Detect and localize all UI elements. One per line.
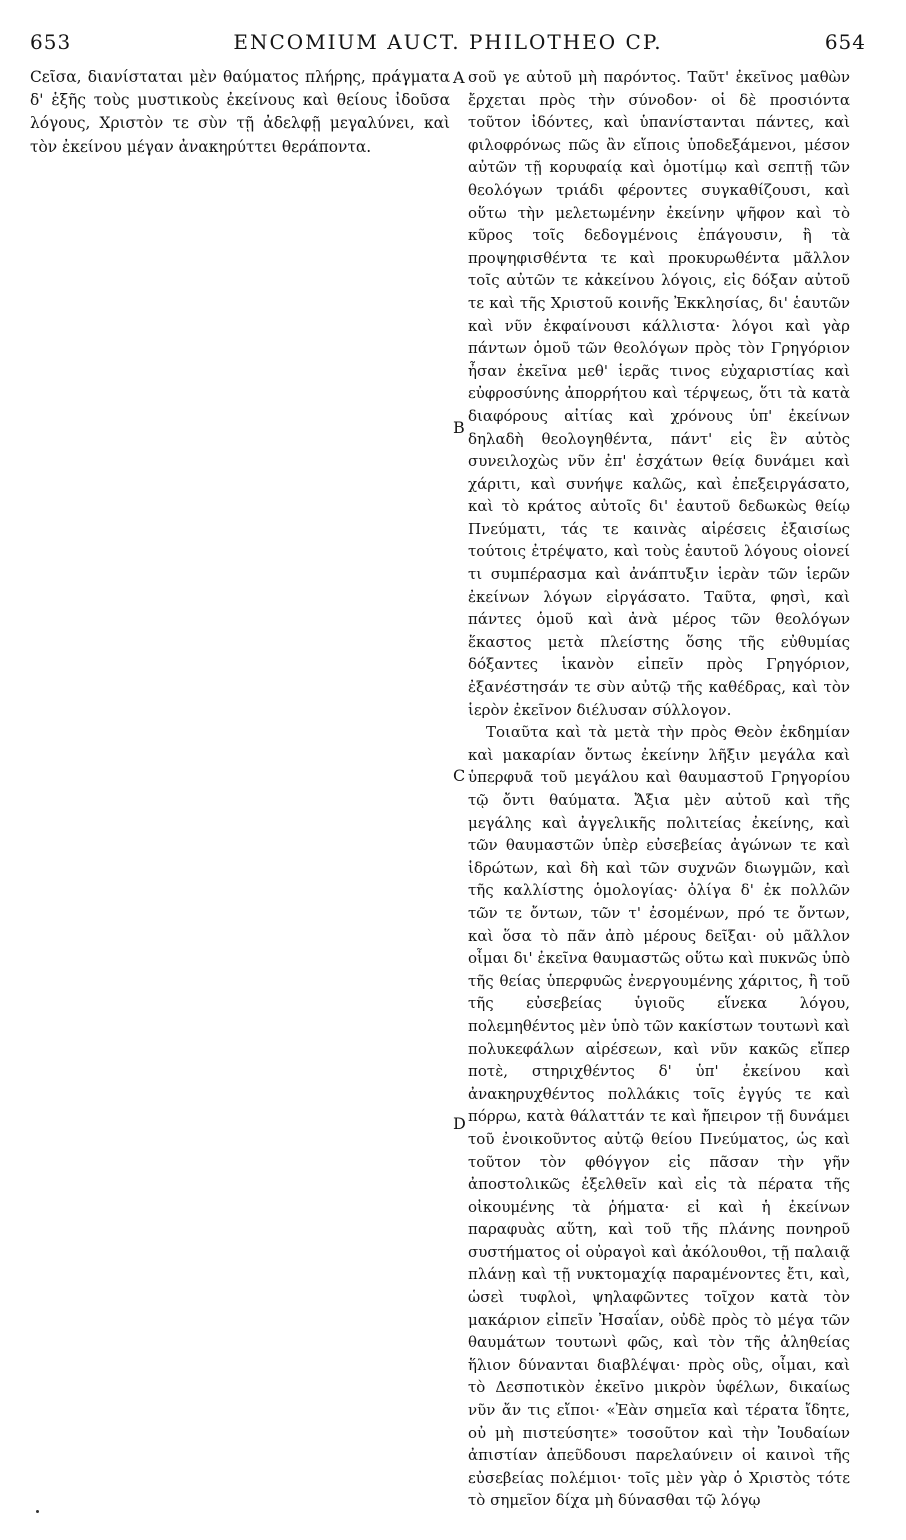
right-paragraph-2: Τοιαῦτα καὶ τὰ μετὰ τὴν πρὸς Θεὸν ἐκδημίαν καὶ μακαρίαν ὄντως ἐκείνην λῆξιν μεγάλα καὶ ὑπερφυᾶ τοῦ μεγάλου καὶ θαυμαστοῦ Γρηγορίου τῷ ὄντι θαύματα. Ἄξια μὲν αὐτοῦ καὶ τῆς μεγάλης καὶ ἀγγελικῆς πολιτείας ἐκείνης, καὶ τῶν θαυμαστῶν ὑπὲρ εὐσεβείας ἀγώνων τε καὶ ἱδρώτων, καὶ δὴ καὶ τῶν συχνῶν διωγμῶν, καὶ τῆς καλλίστης ὁμολογίας· ὀλίγα δ' ἐκ πολλῶν τῶν τε ὄντων, τῶν τ' ἐσομένων, πρό τε ὄντων, καὶ ὅσα τὸ πᾶν ἀπὸ μέρους δεῖξαι· οὐ μᾶλλον οἶμαι δι' ἐκεῖνα θαυμαστῶς οὕτω καὶ πυκνῶς ὑπὸ τῆς θείας ὑπερφυῶς ἐνεργουμένης χάριτος, ἢ τοῦ τῆς εὐσεβείας ὑγιοῦς εἵνεκα λόγου, πολεμηθέντος μὲν ὑπὸ τῶν κακίστων τουτωνὶ καὶ πολυκεφάλων αἱρέσεων, καὶ νῦν κακῶς εἴπερ ποτὲ, στηριχθέντος δ' ὑπ' ἐκείνου καὶ ἀνακηρυχθέντος πολλάκις τοῖς ἐγγύς τε καὶ πόρρω, κατὰ θάλαττάν τε καὶ ἤπειρον τῇ δυνάμει τοῦ ἐνοικοῦντος αὐτῷ θείου Πνεύματος, ὡς καὶ τοῦτον τὸν φθόγγον εἰς πᾶσαν τὴν γῆν ἀποστολικῶς ἐξελθεῖν καὶ εἰς τὰ πέρατα τῆς οἰκουμένης τὰ ῥήματα· εἰ καὶ ἡ ἐκείνων παραφυὰς αὕτη, καὶ τοῦ τῆς πλάνης πονηροῦ συστήματος οἱ οὐραγοὶ καὶ ἀκόλουθοι, τῇ παλαιᾷ πλάνῃ καὶ τῇ νυκτομαχίᾳ παραμένοντες ἔτι, καὶ, ὡσεὶ τυφλοὶ, ψηλαφῶντες τοῖχον κατὰ τὸν μακάριον εἰπεῖν Ἠσαΐαν, οὐδὲ πρὸς τὸ μέγα τῶν θαυμάτων τουτωνὶ φῶς, καὶ τὸν τῆς ἀληθείας ἥλιον δύνανται διαβλέψαι· πρὸς οὓς, οἶμαι, καὶ τὸ Δεσποτικὸν ἐκεῖνο μικρὸν ὑφέλων, δικαίως νῦν ἄν τις εἴποι· «Ἐὰν σημεῖα καὶ τέρατα ἴδητε, οὐ μὴ πιστεύσητε» τοσοῦτον καὶ τὴν Ἰουδαίων ἀπιστίαν ἀπεῦδουσι παρελαύνειν οἱ καινοὶ τῆς εὐσεβείας πολέμιοι· τοῖς μὲν γὰρ ὁ Χριστὸς τότε τὸ σημεῖον δίχα μὴ δύνασθαι τῷ λόγῳ — [468, 723, 850, 1510]
left-paragraph-1: Cεῖσα, διανίσταται μὲν θαύματος πλήρης, πράγματα δ' ἑξῆς τοὺς μυστικοὺς ἐκείνους καὶ θείους ἰδοῦσα λόγους, Χριστὸν τε σὺν τῇ ἀδελφῇ μεγαλύνει, καὶ τὸν ἐκείνου μέγαν ἀνακηρύττει θεράποντα. — [30, 68, 450, 156]
section-marker-b: B — [453, 418, 465, 437]
section-marker-a: A — [453, 68, 465, 87]
section-marker-c: C — [453, 766, 466, 785]
print-speck — [36, 1510, 39, 1513]
page-number-right: 654 — [824, 30, 866, 54]
section-marker-d: D — [453, 1114, 466, 1133]
right-column — [468, 66, 850, 1512]
page-number-left: 653 — [30, 30, 72, 54]
running-header — [30, 30, 866, 54]
right-paragraph-1: σοῦ γε αὐτοῦ μὴ παρόντος. Ταῦτ' ἐκεῖνος μαθὼν ἔρχεται πρὸς τὴν σύνοδον· οἱ δὲ προσιόντα τοῦτον ἰδόντες, καὶ ὑπανίστανται πάντες, καὶ φιλοφρόνως πῶς ἂν εἴποις ὑποδεξάμενοι, μέσον αὐτῶν τῇ κορυφαίᾳ καὶ ὁμοτίμῳ καὶ σεπτῇ τῶν θεολόγων τριάδι φέροντες συγκαθίζουσι, καὶ οὕτω τὴν μελετωμένην ἐκείνην ψῆφον καὶ τὸ κῦρος τοῖς δεδογμένοις ἐπάγουσιν, ἢ τὰ προψηφισθέντα τε καὶ προκυρωθέντα μᾶλλον τοῖς αὐτῶν τε κἀκείνου λόγοις, εἰς δόξαν αὐτοῦ τε καὶ τῆς Χριστοῦ κοινῆς Ἐκκλησίας, δι' ἑαυτῶν καὶ νῦν ἐκφαίνουσι κάλλιστα· λόγοι καὶ γὰρ πάντων ὁμοῦ τῶν θεολόγων πρὸς τὸν Γρηγόριον ἦσαν ἐκεῖνα μεθ' ἱερᾶς τινος εὐχαριστίας καὶ εὐφροσύνης ἀπορρήτου καὶ τέρψεως, ὅτι τὰ κατὰ διαφόρους αἰτίας καὶ χρόνους ὑπ' ἐκείνων δηλαδὴ θεολογηθέντα, πάντ' εἰς ἓν αὐτὸς συνειλοχὼς νῦν ἐπ' ἐσχάτων θείᾳ δυνάμει καὶ χάριτι, καὶ συνήψε καλῶς, καὶ ἐπεξειργάσατο, καὶ τὸ κράτος αὐτοῖς δι' ἑαυτοῦ δεδωκὼς θείῳ Πνεύματι, τάς τε καινὰς αἱρέσεις ἐξαισίως τούτοις ἐτρέψατο, καὶ τοὺς ἑαυτοῦ λόγους οἱονεί τι συμπέρασμα καὶ ἀνάπτυξιν ἱερὰν τῶν ἱερῶν ἐκείνων λόγων εἰργάσατο. Ταῦτα, φησὶ, καὶ πάντες ὁμοῦ καὶ ἀνὰ μέρος τῶν θεολόγων ἕκαστος μετὰ πλείστης ὅσης τῆς εὐθυμίας δόξαντες ἱκανὸν εἰπεῖν πρὸς Γρηγόριον, ἐξανέστησάν τε σὺν αὐτῷ τῆς καθέδρας, καὶ τὸν ἱερὸν ἐκεῖνον διέλυσαν σύλλογον. — [468, 68, 850, 719]
left-column — [30, 66, 450, 159]
running-title: ENCOMIUM AUCT. PHILOTHEO CP. — [233, 30, 663, 54]
